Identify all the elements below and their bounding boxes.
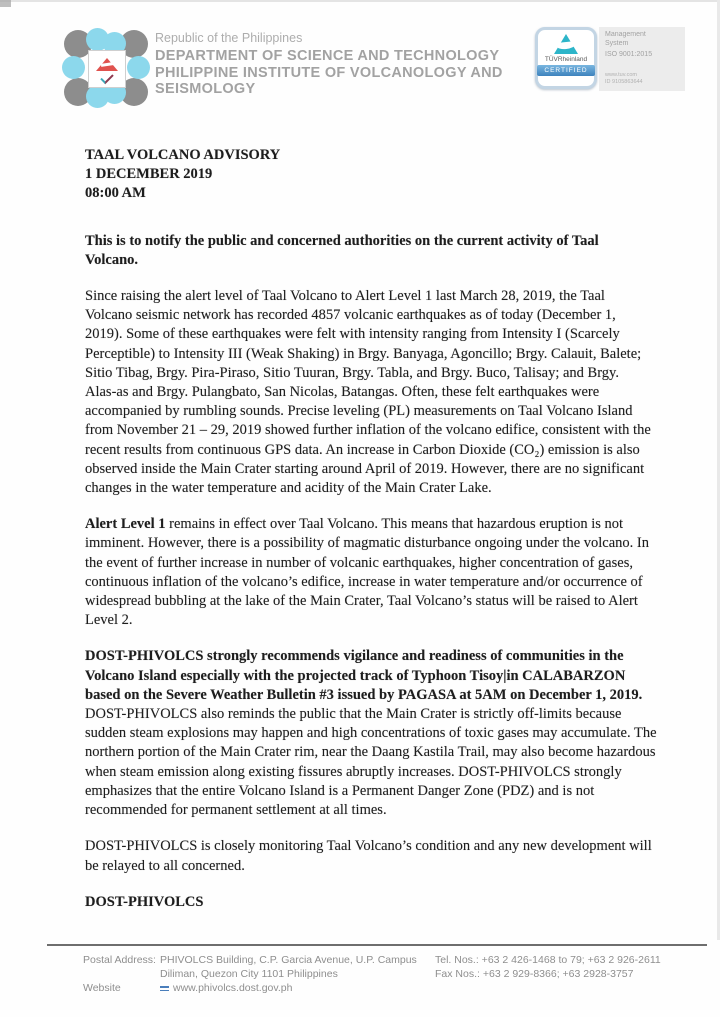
dost-phivolcs-logo-icon [62, 28, 150, 108]
institute-line-2: SEISMOLOGY [155, 81, 256, 97]
text-line: continuous inflation of the volcano’s edifice, increase in water temperature and/or occurrence of [85, 573, 643, 590]
letterhead [155, 31, 503, 98]
text-line: recent results from continuous GPS data. An increase in Carbon Dioxide (CO₂) emission is also [85, 441, 640, 458]
scan-artifact-corner [0, 0, 11, 7]
document-body [85, 146, 655, 929]
text-line: Volcano Island especially with the projected track of Typhoon Tisoy|in CALABARZON [85, 667, 626, 684]
text-line: observed inside the Main Crater starting around April of 2019. However, there are no significant [85, 460, 645, 477]
text-line: accompanied by rumbling sounds. Precise leveling (PL) measurements on Taal Volcano Island [85, 403, 633, 420]
paragraph [85, 837, 655, 875]
paragraph [85, 287, 655, 498]
footer-contact-right [435, 953, 661, 981]
text-line: changes in the water temperature and acidity of the Main Crater Lake. [85, 480, 492, 497]
text-line: sudden steam explosions may happen and high concentrations of toxic gases may accumulate. The [85, 725, 657, 742]
postal-address-label: Postal Address: [83, 954, 156, 966]
text-line: Alert Level 1 remains in effect over Taal Volcano. This means that hazardous eruption is not [85, 516, 624, 533]
tuv-id-label: ID 9105863644 [605, 79, 643, 85]
text-line: the event of further increase in number of volcanic earthquakes, higher concentration of gases, [85, 554, 633, 571]
department-line: DEPARTMENT OF SCIENCE AND TECHNOLOGY [155, 48, 500, 64]
paragraph [85, 232, 655, 270]
tuv-brand-label: TÜVRheinland [544, 56, 588, 63]
text-line: Level 2. [85, 612, 133, 629]
iso-panel [599, 27, 685, 91]
telephone-numbers: Tel. Nos.: +63 2 426-1468 to 79; +63 2 926-2611 [435, 954, 661, 966]
postal-address-line-1: PHIVOLCS Building, C.P. Garcia Avenue, U.P. Campus [160, 954, 417, 966]
paragraph [85, 647, 655, 820]
footer-divider [47, 944, 707, 946]
iso-label: ISO 9001:2015 [605, 51, 653, 58]
text-line: recommended for permanent settlement at all times. [85, 802, 387, 819]
text-line: be relayed to all concerned. [85, 857, 245, 874]
text-line: Sitio Tibag, Brgy. Pira-Piraso, Sitio Tuuran, Brgy. Tabla, and Brgy. Buco, Talisay; and Brgy. [85, 364, 619, 381]
tuv-url-label: www.tuv.com [605, 71, 637, 78]
text-line: widespread bubbling at the lake of the Main Crater, Taal Volcano’s status will be raised to Alert [85, 593, 638, 610]
paragraph [85, 146, 655, 204]
footer-contact-left [83, 953, 417, 995]
mgmt-system-label-1: Management [605, 31, 646, 38]
scan-artifact-top [0, 0, 720, 2]
text-line: DOST-PHIVOLCS strongly recommends vigilance and readiness of communities in the [85, 648, 624, 665]
text-line: Since raising the alert level of Taal Volcano to Alert Level 1 last March 28, 2019, the Taal [85, 288, 605, 305]
text-line: 08:00 AM [85, 185, 146, 202]
website-label: Website [83, 982, 121, 994]
paragraph [85, 515, 655, 630]
fax-numbers: Fax Nos.: +63 2 929-8366; +63 2928-3757 [435, 968, 634, 980]
text-line: northern portion of the Main Crater rim, near the Daang Kastila Trail, may also become hazardous [85, 744, 656, 761]
text-line: Perceptible) to Intensity III (Weak Shaking) in Brgy. Banyaga, Agoncillo; Brgy. Calauit, Balete; [85, 345, 642, 362]
mgmt-system-label-2: System [605, 39, 629, 47]
tuv-certification-badge [535, 27, 685, 91]
text-line: 2019). Some of these earthquakes were felt with intensity ranging from Intensity I (Scarcely [85, 326, 620, 343]
text-line: from November 21 – 29, 2019 showed further inflation of the volcano edifice, consistent with the [85, 422, 651, 439]
text-line: based on the Severe Weather Bulletin #3 issued by PAGASA at 5AM on December 1, 2019. [85, 686, 643, 703]
text-line: DOST-PHIVOLCS [85, 893, 204, 910]
text-line: Volcano. [85, 251, 139, 268]
certified-banner: CERTIFIED [537, 65, 594, 76]
text-line: This is to notify the public and concerned authorities on the current activity of Taal [85, 232, 599, 249]
postal-address-line-2: Diliman, Quezon City 1101 Philippines [160, 968, 338, 980]
republic-line: Republic of the Philippines [155, 31, 303, 45]
logo-volcano-emblem-icon [88, 50, 126, 88]
text-line: 1 DECEMBER 2019 [85, 166, 213, 183]
text-line: DOST-PHIVOLCS also reminds the public that the Main Crater is strictly off-limits because [85, 706, 622, 723]
institute-line-1: PHILIPPINE INSTITUTE OF VOLCANOLOGY AND [155, 64, 503, 81]
text-line: TAAL VOLCANO ADVISORY [85, 147, 281, 163]
text-line: DOST-PHIVOLCS is closely monitoring Taal Volcano’s condition and any new development will [85, 838, 652, 855]
tuv-rheinland-seal-icon [535, 27, 597, 89]
text-line: Alas-as and Brgy. Pulangbato, San Nicolas, Batangas. Often, these felt earthquakes were [85, 384, 600, 401]
tuv-triangle-icon [554, 34, 578, 54]
text-line: when steam emission along existing fissures abruptly increases. DOST-PHIVOLCS strongly [85, 763, 622, 780]
text-line: Volcano seismic network has recorded 4857 volcanic earthquakes as of today (December 1, [85, 307, 616, 324]
paragraph [85, 893, 655, 912]
website-link-icon [160, 984, 169, 991]
text-line: emphasizes that the entire Volcano Island is a Permanent Danger Zone (PDZ) and is not [85, 782, 595, 799]
website-link[interactable]: www.phivolcs.dost.gov.ph [173, 982, 293, 994]
text-line: imminent. However, there is a possibility of magmatic disturbance ongoing under the volcano. In [85, 535, 649, 552]
